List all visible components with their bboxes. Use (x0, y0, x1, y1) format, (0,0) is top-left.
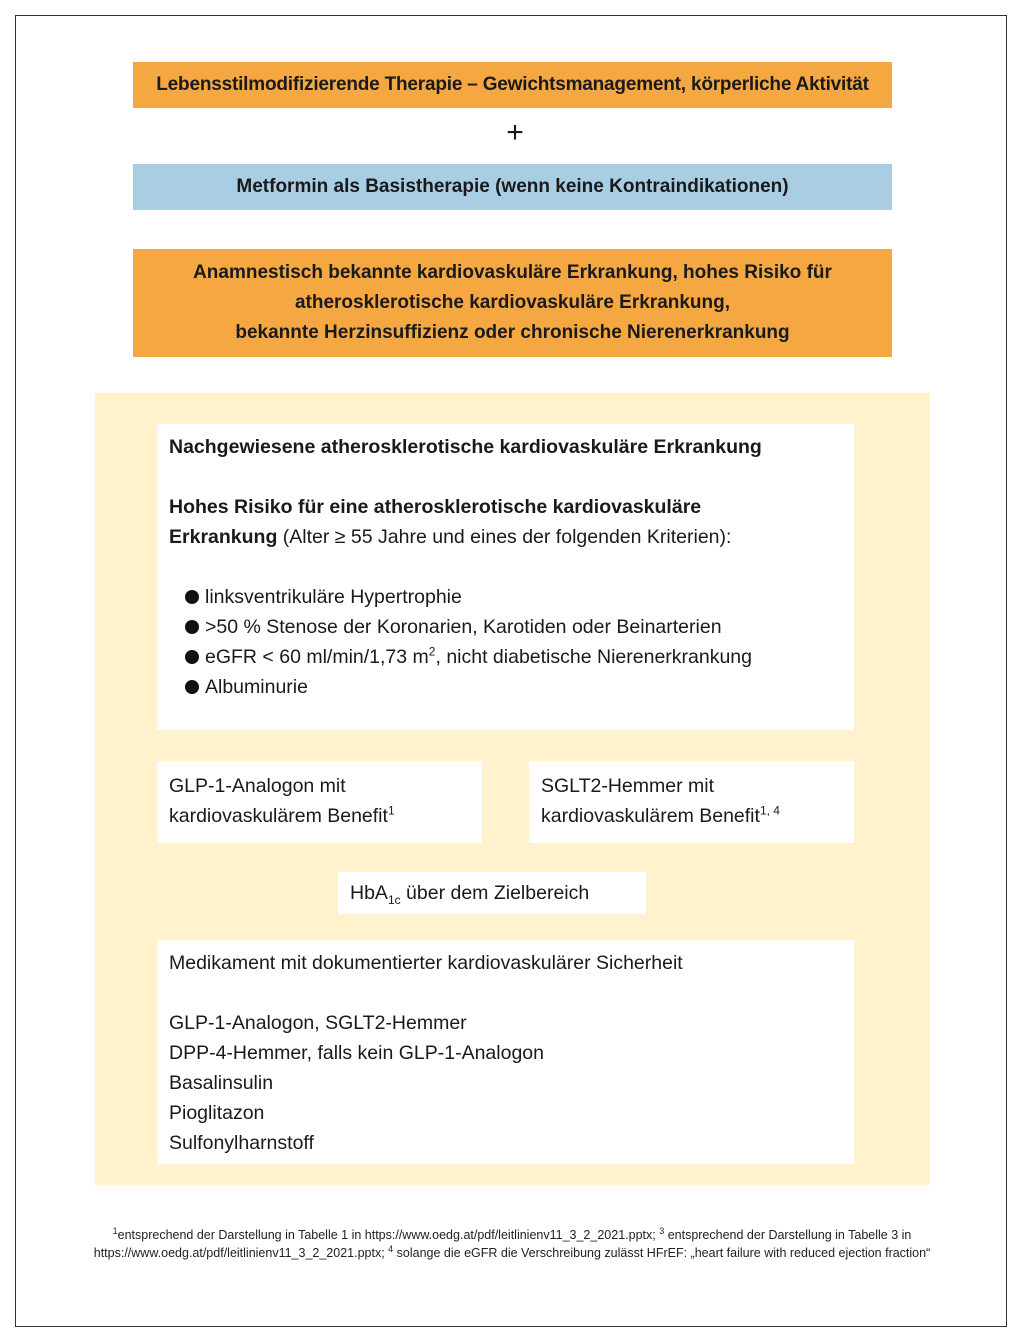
plus-sign: + (506, 116, 524, 149)
sglt2-footnote-ref: 1, 4 (759, 803, 780, 818)
criteria-heading-high-risk-cont (169, 522, 842, 552)
lifestyle-therapy-box (133, 62, 892, 108)
list-item: Pioglitazon (169, 1102, 265, 1124)
glp1-footnote-ref: 1 (387, 803, 395, 818)
cardiovascular-line-3: bekannte Herzinsuffizienz oder chronische Nierenerkrankung (235, 322, 790, 343)
list-item: DPP-4-Hemmer, falls kein GLP-1-Analogon (169, 1042, 544, 1064)
medication-heading: Medikament mit dokumentierter kardiovaskulärer Sicherheit (169, 952, 683, 974)
sglt2-benefit-card (529, 761, 854, 843)
criteria-heading-proven: Nachgewiesene atherosklerotische kardiovaskuläre Erkrankung (169, 436, 762, 458)
list-item: eGFR < 60 ml/min/1,73 $m^2$, nicht diabetische Nierenerkrankung (185, 642, 842, 672)
list-item: Albuminurie (185, 672, 842, 702)
metformin-box (133, 164, 892, 210)
glp1-line-2: kardiovaskulärem Benefit$^1$ (169, 803, 395, 827)
criteria-heading-high-risk: Hohes Risiko für eine atherosklerotische kardiovaskuläre (169, 496, 702, 518)
medication-safety-card (157, 940, 854, 1164)
cardiovascular-line-1: Anamnestisch bekannte kardiovaskuläre Erkrankung, hohes Risiko für (193, 262, 832, 283)
bullet-icon (185, 590, 199, 604)
sglt2-line-1: SGLT2-Hemmer mit (541, 775, 714, 797)
bullet-icon (185, 620, 199, 634)
criteria-age-condition: (Alter ≥ 55 Jahre und eines der folgenden Kriterien): (277, 526, 732, 548)
sglt2-line-2: kardiovaskulärem Benefit$^{1, 4}$ (541, 803, 780, 827)
risk-criteria-card (157, 424, 854, 730)
list-item: GLP-1-Analogon, SGLT2-Hemmer (169, 1012, 467, 1034)
list-item: linksventrikuläre Hypertrophie (185, 582, 842, 612)
list-item: Basalinsulin (169, 1072, 274, 1094)
criteria-list (169, 582, 842, 702)
cardiovascular-line-2: atherosklerotische kardiovaskuläre Erkrankung, (294, 292, 731, 313)
hba1c-card: HbA$_{1c}$ über dem Zielbereich (338, 872, 646, 914)
lifestyle-therapy-text: Lebensstilmodifizierende Therapie – Gewichtsmanagement, körperliche Aktivität (156, 74, 869, 95)
metformin-text: Metformin als Basistherapie (wenn keine Kontraindikationen) (236, 176, 789, 197)
footnote: $^1$entsprechend der Darstellung in Tabelle 1 in https://www.oedg.at/pdf/leitlinienv11_3_2_2021.pptx; $^3$ entsprechend der Darstellung in Tabelle 3 in https://www.oedg.at/pdf/leitlinienv11_3_2_2021.pptx; $^4$ solange die eGFR die Verschreibung zulässt HFrEF: „heart failure with reduced ejection fraction“ (93, 1225, 931, 1260)
glp1-line-1: GLP-1-Analogon mit (169, 775, 346, 797)
list-item: Sulfonylharnstoff (169, 1132, 314, 1154)
glp1-benefit-card (157, 761, 482, 843)
list-item: >50 % Stenose der Koronarien, Karotiden oder Beinarterien (185, 612, 842, 642)
bullet-icon (185, 650, 199, 664)
criteria-heading-bold-word: Erkrankung (169, 526, 278, 548)
cardiovascular-disease-box (133, 249, 892, 357)
bullet-icon (185, 680, 199, 694)
